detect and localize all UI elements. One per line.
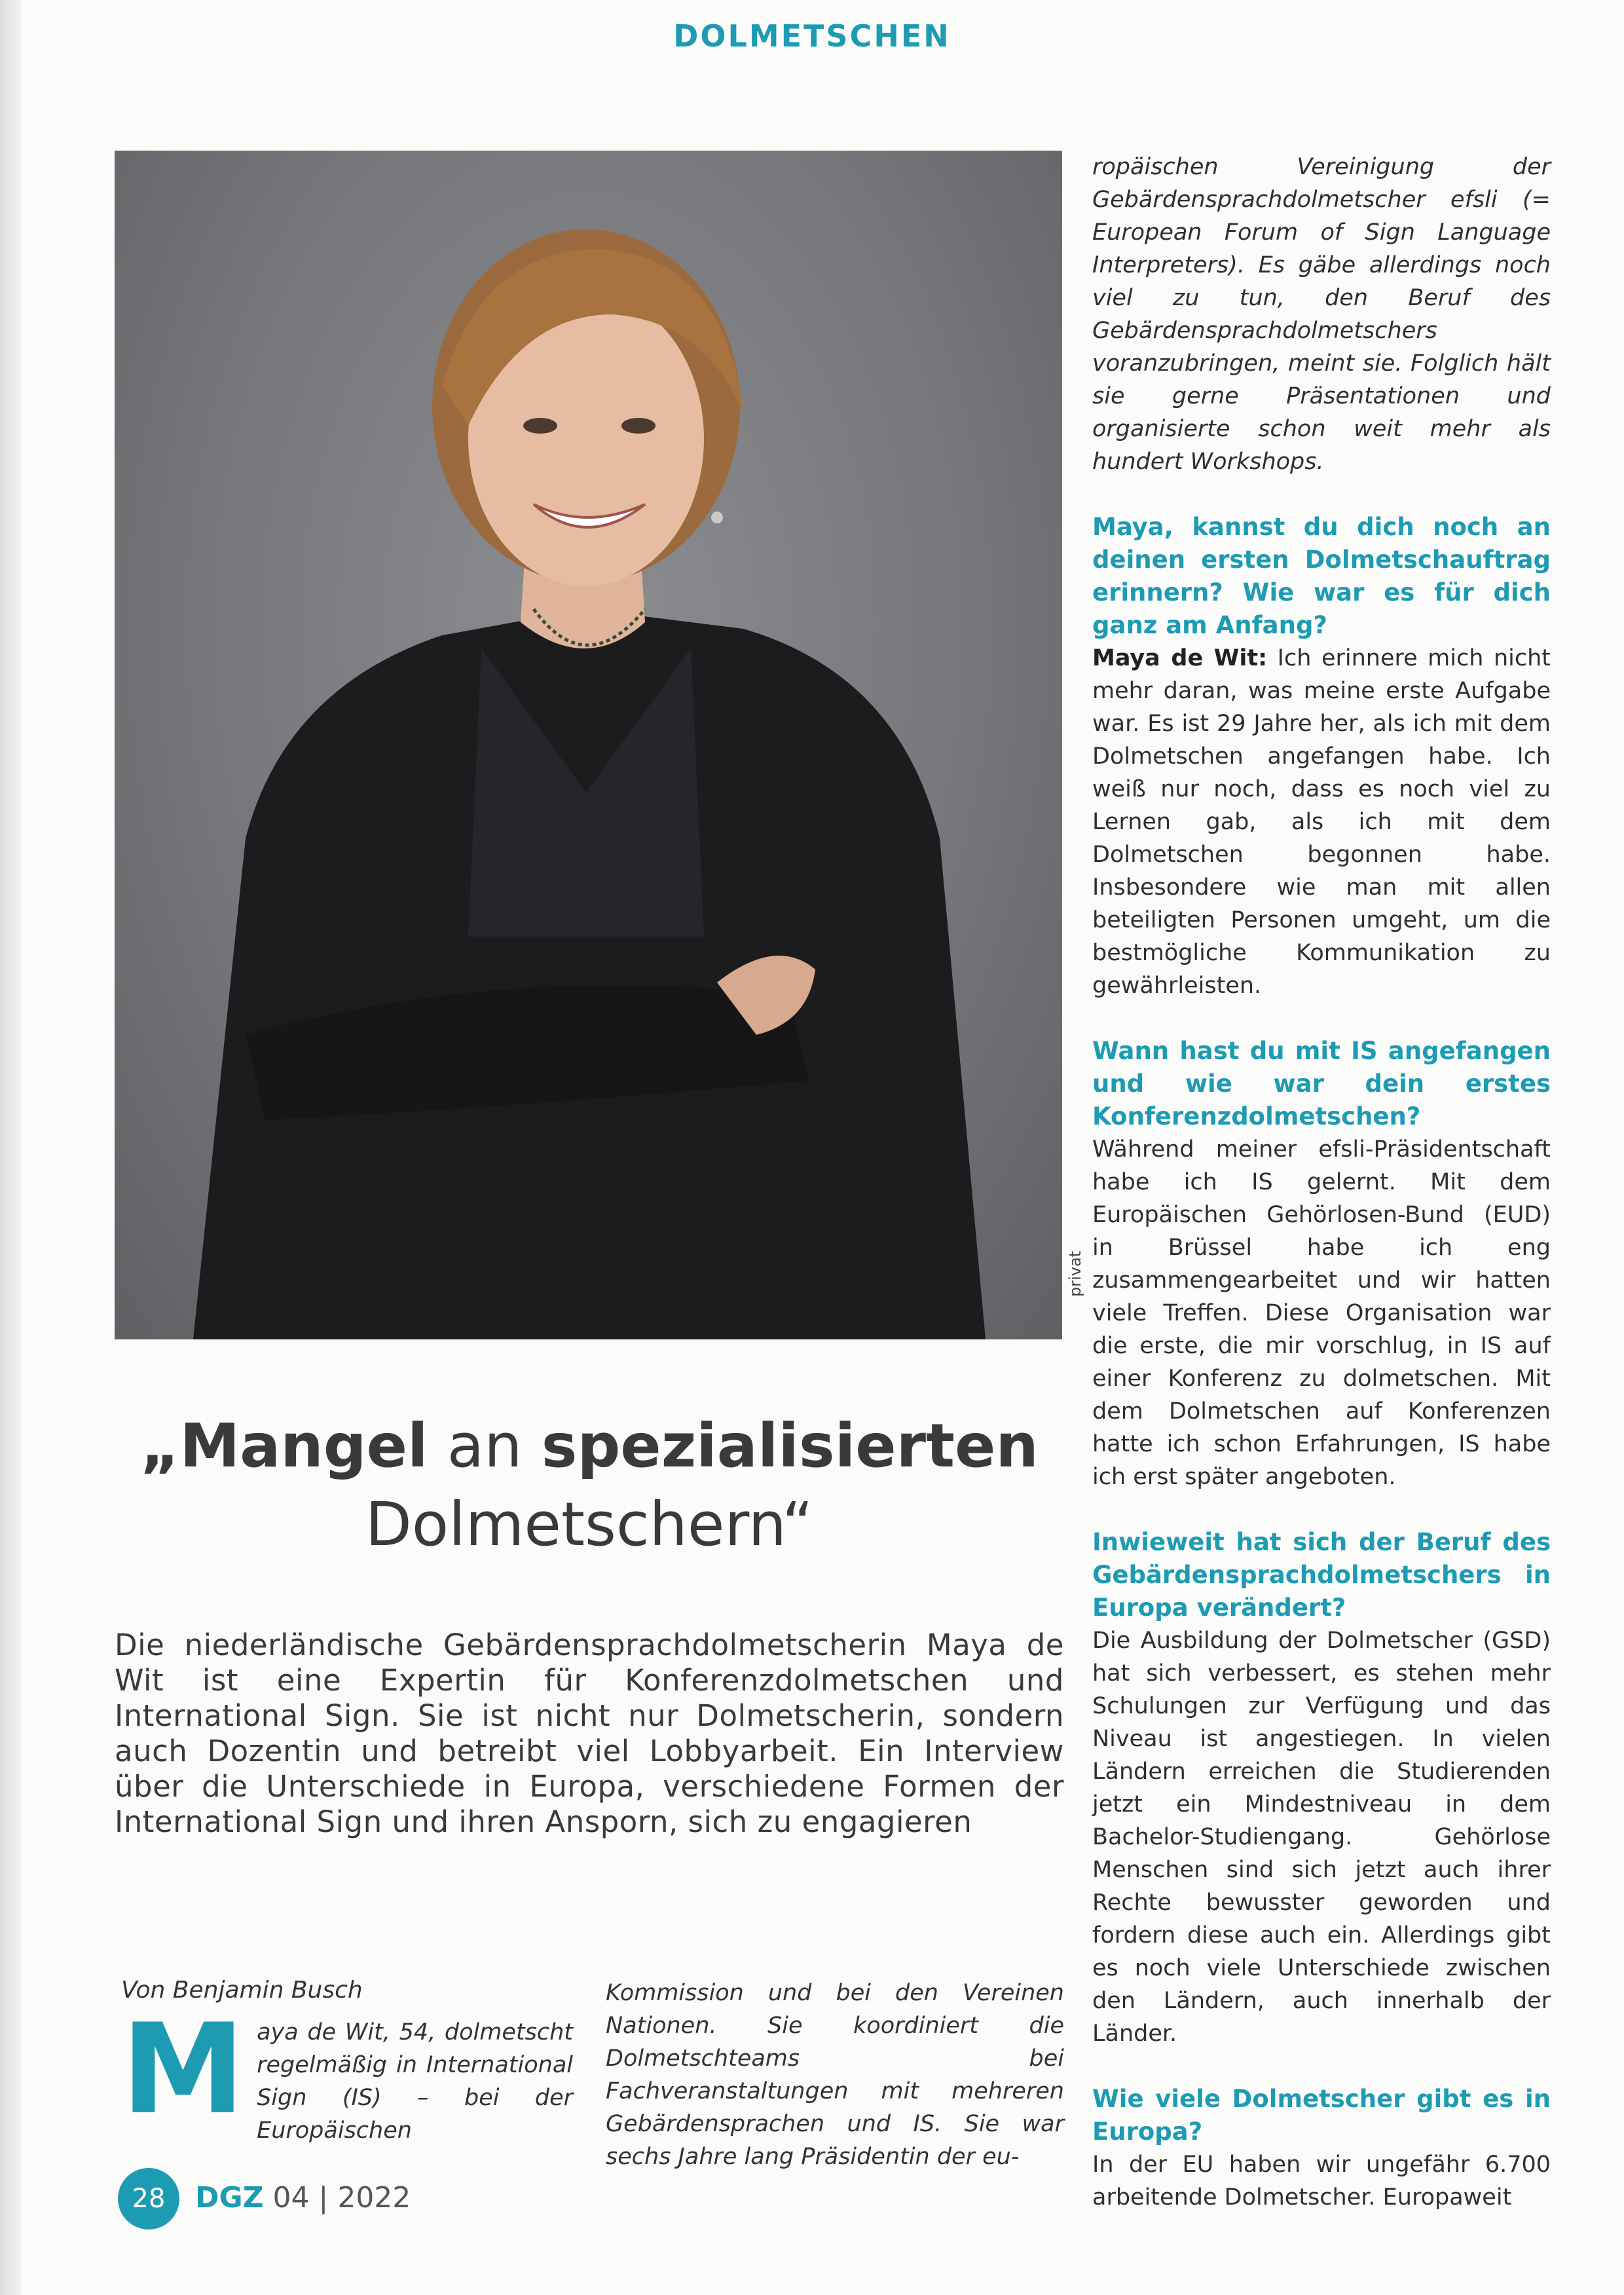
headline-word-mangel: Mangel: [179, 1411, 428, 1481]
page-number: 28: [118, 2168, 179, 2230]
intro-paragraph: Die niederländische Gebärdensprachdolmetscherin Maya de Wit ist eine Expertin für Konferenzdolmetschen und International Sign. Sie ist nicht nur Dolmetscherin, sondern auch Dozentin und betreibt viel Lobbyarbeit. Ein Interview über die Unterschiede in Europa, verschiedene Formen der International Sign und ihren Ansporn, sich zu engagieren: [115, 1628, 1064, 1839]
magazine-issue: 04 | 2022: [263, 2181, 411, 2214]
question-3: Inwieweit hat sich der Beruf des Gebärdensprachdolmetschers in Europa verändert?: [1092, 1528, 1551, 1622]
headline-open-quote: „: [140, 1411, 180, 1481]
portrait-photo: [115, 151, 1062, 1339]
section-label: DOLMETSCHEN: [673, 18, 951, 54]
portrait-illustration: [115, 151, 1062, 1339]
body-column-middle: Kommission und bei den Vereinen Nationen. Sie koordiniert die Dolmetschteams bei Fachveranstaltungen mit mehreren Gebärdensprachen und IS. Sie war sechs Jahre lang Präsidentin der eu-: [606, 1980, 1064, 2170]
byline: Von Benjamin Busch: [121, 1977, 363, 2004]
answer-speaker: Maya de Wit:: [1092, 645, 1268, 671]
answer-1: [1092, 642, 1551, 1002]
magazine-brand: DGZ: [195, 2181, 264, 2214]
body-column-right: [1092, 151, 1551, 2214]
question-2: Wann hast du mit IS angefangen und wie war dein erstes Konferenzdolmetschen?: [1092, 1037, 1551, 1130]
body-continuation: ropäischen Vereinigung der Gebärdensprachdolmetscher efsli (= European Forum of Sign Language Interpreters). Es gäbe allerdings noch viel zu tun, den Beruf des Gebärdensprachdolmetschers voranzubringen, meint sie. Folglich hält sie gerne Präsentationen und organisierte schon weit mehr als hundert Workshops.: [1092, 154, 1551, 475]
headline: [79, 1407, 1100, 1564]
headline-word-spezialisierten: spezialisierten: [541, 1411, 1039, 1481]
page-edge: [0, 0, 22, 2295]
question-4: Wie viele Dolmetscher gibt es in Europa?: [1092, 2085, 1551, 2146]
question-1: Maya, kannst du dich noch an deinen ersten Dolmetschauftrag erinnern? Wie war es für dich ganz am Anfang?: [1092, 513, 1551, 639]
headline-line2: Dolmetschern“: [365, 1489, 813, 1559]
body-column-left: [121, 1997, 573, 2147]
body-text-left: aya de Wit, 54, dolmetscht regelmäßig in International Sign (IS) – bei der Europäischen: [257, 2019, 573, 2144]
drop-cap: M: [121, 1997, 246, 2142]
answer-4: In der EU haben wir ungefähr 6.700 arbeitende Dolmetscher. Europaweit: [1092, 2152, 1551, 2211]
answer-1-text: Ich erinnere mich nicht mehr daran, was meine erste Aufgabe war. Es ist 29 Jahre her, als ich mit dem Dolmetschen angefangen habe. Ich weiß nur noch, dass es noch viel zu Lernen gab, als ich mit dem Dolmetschen begonnen habe. Insbesondere wie man mit allen beteiligten Personen umgeht, um die bestmögliche Kommunikation zu gewährleisten.: [1092, 645, 1551, 999]
answer-3: Die Ausbildung der Dolmetscher (GSD) hat sich verbessert, es stehen mehr Schulungen zur Verfügung und das Niveau ist angestiegen. In vielen Ländern erreichen die Studierenden jetzt ein Mindestniveau in dem Bachelor-Studiengang. Gehörlose Menschen sind sich jetzt auch ihrer Rechte bewusster geworden und fordern diese auch ein. Allerdings gibt es noch viele Unterschiede zwischen den Ländern, auch innerhalb der Länder.: [1092, 1628, 1551, 2047]
photo-credit: privat: [1066, 1250, 1084, 1297]
answer-2: Während meiner efsli-Präsidentschaft habe ich IS gelernt. Mit dem Europäischen Gehörlosen-Bund (EUD) in Brüssel habe ich eng zusammengearbeitet und wir hatten viele Treffen. Diese Organisation war die erste, die mir vorschlug, in IS auf einer Konferenz zu dolmetschen. Mit dem Dolmetschen auf Konferenzen hatte ich schon Erfahrungen, IS habe ich erst später angeboten.: [1092, 1136, 1551, 1490]
magazine-footer: [195, 2181, 411, 2214]
headline-word-an: an: [428, 1411, 542, 1481]
